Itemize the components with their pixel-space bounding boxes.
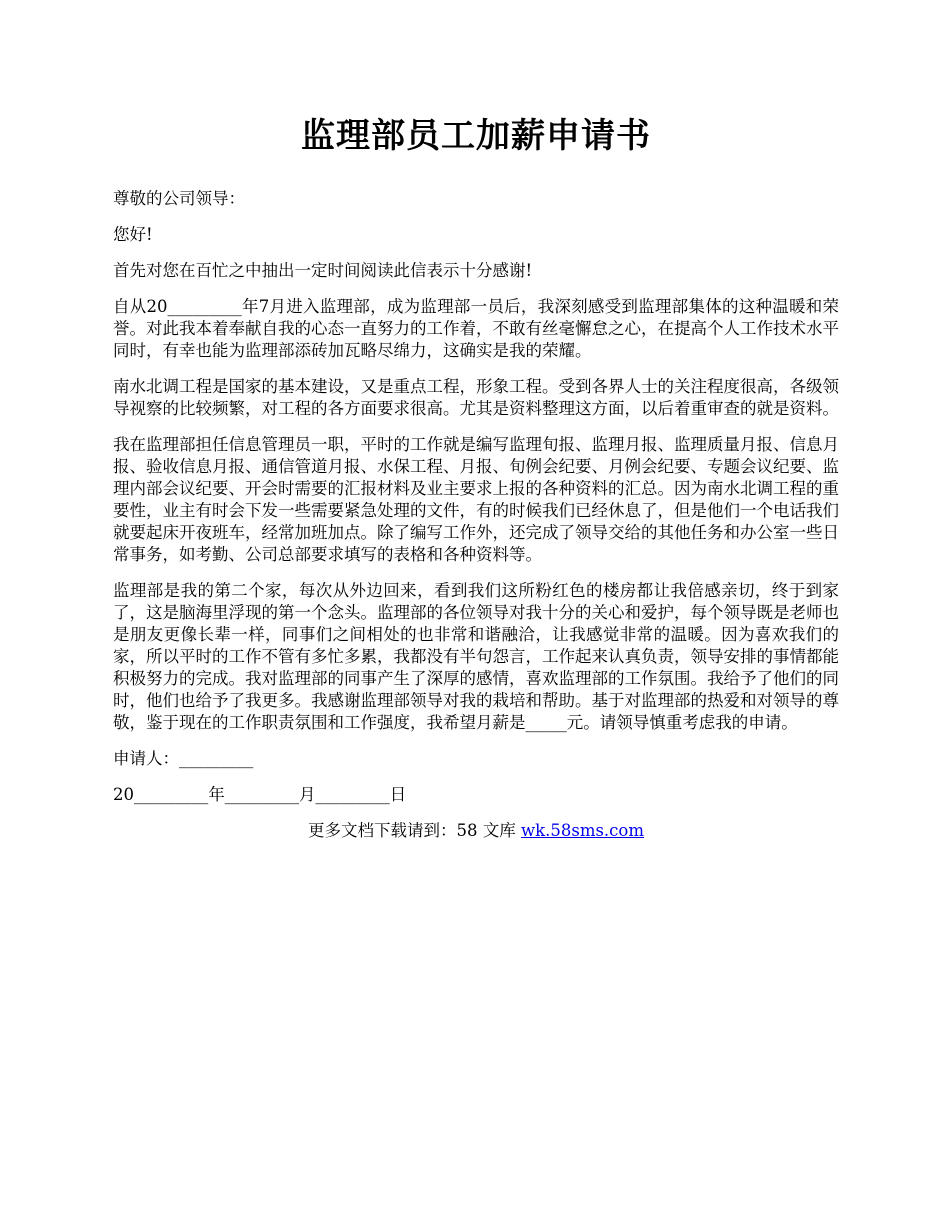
document-page xyxy=(113,110,839,842)
paragraph-thanks: 首先对您在百忙之中抽出一定时间阅读此信表示十分感谢! xyxy=(113,261,533,280)
paragraph-request: 监理部是我的第二个家，每次从外边回来，看到我们这所粉红色的楼房都让我倍感亲切，终于到家了，这是脑海里浮现的第一个念头。监理部的各位领导对我十分的关心和爱护，每个领导既是老师也是朋友更像长辈一样，同事们之间相处的也非常和谐融洽，让我感觉非常的温暖。因为喜欢我们的家，所以平时的工作不管有多忙多累，我都没有半句怨言，工作起来认真负责，领导安排的事情都能积极努力的完成。我对监理部的同事产生了深厚的感情，喜欢监理部的工作氛围。我给予了他们的同时，他们也给予了我更多。我感谢监理部领导对我的栽培和帮助。基于对监理部的热爱和对领导的尊敬，鉴于现在的工作职责氛围和工作强度，我希望月薪是_____元。请领导慎重考虑我的申请。 xyxy=(113,581,839,732)
applicant-line: 申请人：_________ xyxy=(113,749,254,768)
paragraph-duties: 我在监理部担任信息管理员一职，平时的工作就是编写监理旬报、监理月报、监理质量月报、信息月报、验收信息月报、通信管道月报、水保工程、月报、旬例会纪要、月例会纪要、专题会议纪要、监理内部会议纪要、开会时需要的汇报材料及业主要求上报的各种资料的汇总。因为南水北调工程的重要性，业主有时会下发一些需要紧急处理的文件，有的时候我们已经休息了，但是他们一个电话我们就要起床开夜班车，经常加班加点。除了编写工作外，还完成了领导交给的其他任务和办公室一些日常事务，如考勤、公司总部要求填写的表格和各种资料等。 xyxy=(113,435,839,564)
paragraph-joining: 自从20_________年7月进入监理部，成为监理部一员后，我深刻感受到监理部集体的这种温暖和荣誉。对此我本着奉献自我的心态一直努力的工作着，不敢有丝毫懈怠之心，在提高个人工作技术水平同时，有幸也能为监理部添砖加瓦略尽绵力，这确实是我的荣耀。 xyxy=(113,297,839,360)
salutation: 尊敬的公司领导： xyxy=(113,189,245,208)
document-title: 监理部员工加薪申请书 xyxy=(301,116,651,156)
date-line: 20_________年_________月_________日 xyxy=(113,785,407,804)
footer xyxy=(113,820,839,842)
paragraph-project: 南水北调工程是国家的基本建设，又是重点工程，形象工程。受到各界人士的关注程度很高，各级领导视察的比较频繁，对工程的各方面要求很高。尤其是资料整理这方面，以后着重审查的就是资料。 xyxy=(113,377,839,418)
greeting: 您好! xyxy=(113,225,153,244)
footer-text: 更多文档下载请到：58 文库 xyxy=(307,821,521,840)
footer-link[interactable]: wk.58sms.com xyxy=(520,821,644,840)
